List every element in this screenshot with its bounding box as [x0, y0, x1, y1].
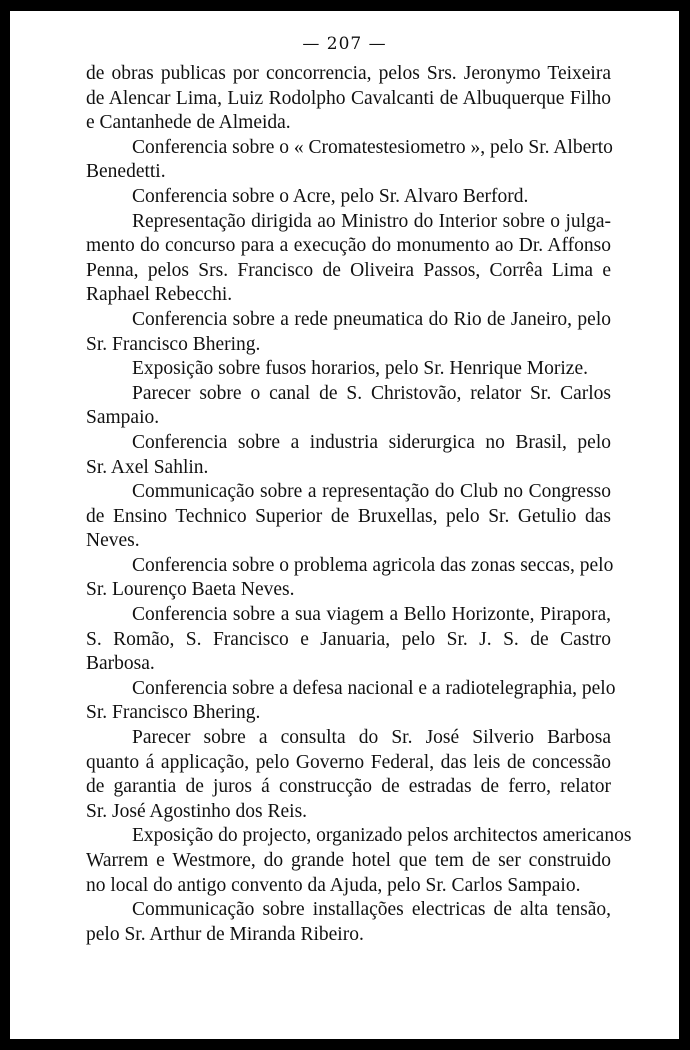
text-line: Conferencia sobre a industria siderurgica no Brasil, pelo — [132, 431, 611, 453]
paragraph — [86, 357, 611, 382]
paragraph — [86, 185, 611, 210]
text-line: Neves. — [86, 530, 140, 552]
paragraph — [86, 824, 632, 898]
text-line: Barbosa. — [86, 653, 155, 675]
document-page — [10, 11, 679, 1039]
paragraph — [86, 480, 611, 554]
text-line: Benedetti. — [86, 161, 166, 183]
paragraph — [86, 431, 611, 480]
text-line: e Cantanhede de Almeida. — [86, 112, 291, 134]
text-line: Sr. Francisco Bhering. — [86, 702, 261, 724]
paragraph — [86, 136, 611, 185]
text-line: Exposição do projecto, organizado pelos architectos americanos — [132, 825, 632, 847]
text-line: Conferencia sobre a rede pneumatica do Rio de Janeiro, pelo — [132, 308, 611, 330]
text-line: S. Romão, S. Francisco e Januaria, pelo Sr. J. S. de Castro — [86, 628, 611, 650]
page-number: — 207 — — [302, 34, 387, 54]
text-line: quanto á applicação, pelo Governo Federal, das leis de concessão — [86, 751, 611, 773]
text-line: Warrem e Westmore, do grande hotel que tem de ser construido — [86, 850, 611, 871]
text-line: Communicação sobre installações electricas de alta tensão, — [132, 899, 611, 921]
text-line: Sr. Francisco Bhering. — [86, 333, 261, 355]
paragraph — [86, 210, 611, 308]
text-line: Sr. Axel Sahlin. — [86, 456, 209, 478]
text-line: Sr. José Agostinho dos Reis. — [86, 800, 308, 822]
paragraph — [86, 308, 611, 357]
text-line: Conferencia sobre o problema agricola das zonas seccas, pelo — [132, 554, 614, 576]
text-line: Parecer sobre a consulta do Sr. José Silverio Barbosa — [132, 727, 611, 749]
text-line: Parecer sobre o canal de S. Christovão, relator Sr. Carlos — [132, 382, 611, 404]
text-line: de obras publicas por concorrencia, pelos Srs. Jeronymo Teixeira — [86, 63, 611, 84]
paragraph — [86, 726, 611, 824]
paragraph — [86, 382, 611, 431]
paragraph — [86, 554, 614, 603]
text-line: Conferencia sobre o « Cromatestesiometro », pelo Sr. Alberto — [132, 136, 613, 158]
text-line: Sr. Lourenço Baeta Neves. — [86, 579, 295, 601]
paragraph — [86, 898, 611, 947]
text-line: de Alencar Lima, Luiz Rodolpho Cavalcanti de Albuquerque Filho — [86, 87, 611, 109]
text-line: Penna, pelos Srs. Francisco de Oliveira Passos, Corrêa Lima e — [86, 259, 611, 281]
text-line: Conferencia sobre o Acre, pelo Sr. Alvaro Berford. — [132, 185, 529, 207]
paragraph — [86, 677, 616, 726]
text-line: Raphael Rebecchi. — [86, 284, 233, 306]
text-line: Representação dirigida ao Ministro do Interior sobre o julga- — [132, 210, 611, 232]
text-line: mento do concurso para a execução do monumento ao Dr. Affonso — [86, 235, 611, 257]
text-line: Conferencia sobre a sua viagem a Bello Horizonte, Pirapora, — [132, 604, 611, 626]
text-line: pelo Sr. Arthur de Miranda Ribeiro. — [86, 923, 364, 945]
text-line: no local do antigo convento da Ajuda, pelo Sr. Carlos Sampaio. — [86, 874, 581, 896]
text-line: de Ensino Technico Superior de Bruxellas, pelo Sr. Getulio das — [86, 505, 611, 527]
text-line: Communicação sobre a representação do Club no Congresso — [132, 481, 611, 503]
paragraph — [86, 62, 611, 136]
text-line: Sampaio. — [86, 407, 160, 429]
text-line: de garantia de juros á construcção de estradas de ferro, relator — [86, 776, 611, 798]
text-line: Conferencia sobre a defesa nacional e a radiotelegraphia, pelo — [132, 677, 616, 699]
text-line: Exposição sobre fusos horarios, pelo Sr. Henrique Morize. — [132, 358, 588, 380]
body-text — [86, 62, 632, 947]
paragraph — [86, 603, 611, 677]
